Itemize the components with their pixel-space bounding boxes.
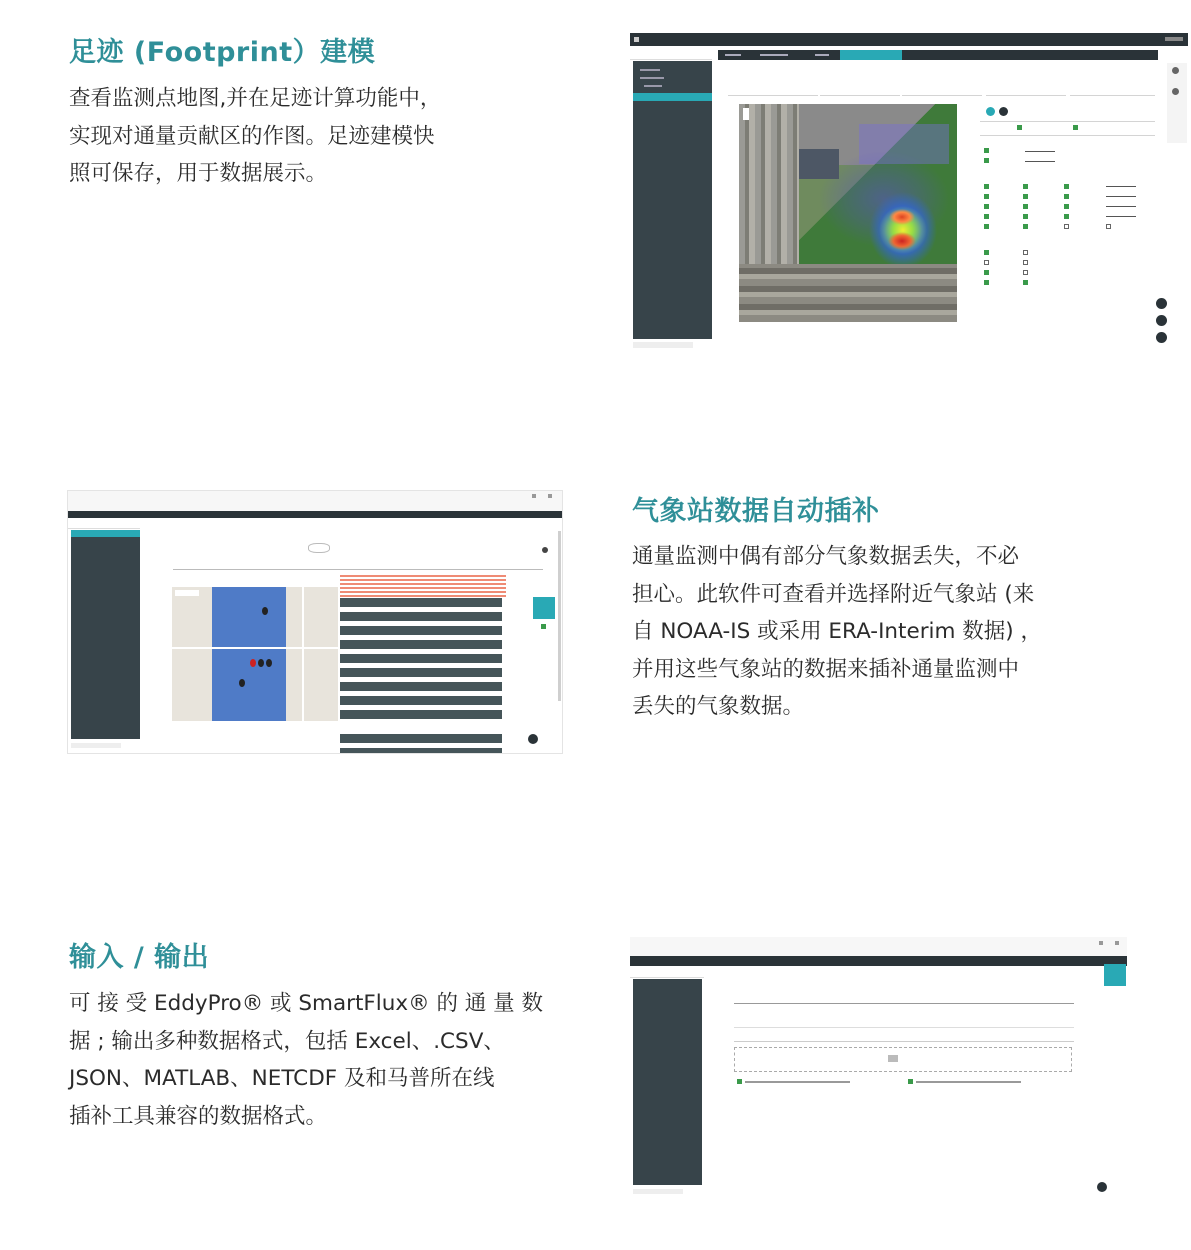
footprint-line-2: 实现对通量贡献区的作图。足迹建模快 xyxy=(69,123,435,149)
station-row[interactable] xyxy=(340,668,502,677)
request-outbook-footer[interactable] xyxy=(633,1189,683,1194)
gapfill-line-3: 自 NOAA-IS 或采用 ERA-Interim 数据) ， xyxy=(632,619,1043,644)
station-logo xyxy=(308,543,330,553)
gapfill-line-4: 并用这些气象站的数据来插补通量监测中 xyxy=(632,656,1020,682)
station-row[interactable] xyxy=(340,748,502,754)
save-button[interactable] xyxy=(533,597,555,619)
toolbar-icon[interactable] xyxy=(542,547,548,553)
sidebar xyxy=(633,979,702,1185)
footprint-line-3: 照可保存，用于数据展示。 xyxy=(69,161,328,186)
footprint-description xyxy=(69,80,441,193)
option-checkbox[interactable] xyxy=(1073,125,1078,130)
warning-text xyxy=(340,575,506,597)
gapfill-description xyxy=(632,538,1042,726)
user-menu-icon[interactable] xyxy=(1165,37,1183,41)
fab-button[interactable] xyxy=(1156,298,1167,309)
footprint-screenshot xyxy=(630,33,1188,351)
fab-button[interactable] xyxy=(1156,332,1167,343)
station-row[interactable] xyxy=(340,654,502,663)
sidebar xyxy=(633,61,712,339)
gapfill-line-1: 通量监测中偶有部分气象数据丢失，不必 xyxy=(632,544,1020,569)
gapfill-heading: 气象站数据自动插补 xyxy=(632,496,880,527)
fab-button[interactable] xyxy=(1156,315,1167,326)
gapfill-line-2: 担心。此软件可查看并选择附近气象站 (来 xyxy=(632,581,1035,607)
station-row[interactable] xyxy=(340,710,502,719)
zoom-control[interactable] xyxy=(743,108,749,120)
station-row[interactable] xyxy=(340,696,502,705)
station-row[interactable] xyxy=(340,612,502,621)
window-titlebar xyxy=(68,491,563,511)
io-screenshot xyxy=(630,937,1127,1203)
footprint-heading: 足迹 (Footprint）建模 xyxy=(69,37,376,68)
sidebar xyxy=(71,530,140,739)
app-logo-icon xyxy=(634,37,639,42)
footprint-line-1: 查看监测点地图,并在足迹计算功能中， xyxy=(69,86,442,111)
io-line-1: 可 接 受 EddyPro® 或 SmartFlux® 的 通 量 数 xyxy=(69,991,543,1016)
project-selector[interactable] xyxy=(68,520,140,529)
request-outbook-footer[interactable] xyxy=(71,743,121,748)
gapfill-line-5: 丢失的气象数据。 xyxy=(632,694,805,719)
map-pin-icon[interactable] xyxy=(239,679,245,687)
fab-button[interactable] xyxy=(1097,1182,1107,1192)
scrollbar[interactable] xyxy=(558,531,561,701)
io-description xyxy=(69,985,543,1135)
sidebar-selected-item[interactable] xyxy=(71,530,140,537)
stop-button[interactable] xyxy=(999,107,1008,116)
gear-icon[interactable] xyxy=(1172,88,1179,95)
option-checkbox[interactable] xyxy=(1017,125,1022,130)
station-row[interactable] xyxy=(340,734,502,743)
map-pin-icon[interactable] xyxy=(262,607,268,615)
option-checkbox[interactable] xyxy=(984,158,989,163)
close-icon[interactable] xyxy=(1115,941,1119,945)
station-map[interactable] xyxy=(172,587,338,721)
file-drop-zone[interactable] xyxy=(734,1047,1072,1072)
io-line-2: 据 ; 输出多种数据格式，包括 Excel、.CSV、 xyxy=(69,1028,505,1054)
io-line-3: JSON、MATLAB、NETCDF 及和马普所在线 xyxy=(69,1066,495,1091)
request-outbook-footer[interactable] xyxy=(633,342,693,348)
maximize-icon[interactable] xyxy=(532,494,536,498)
station-row[interactable] xyxy=(340,626,502,635)
window-titlebar xyxy=(630,937,1127,956)
fab-button[interactable] xyxy=(528,734,538,744)
map-type-control[interactable] xyxy=(175,590,199,596)
app-header-bar xyxy=(68,511,563,518)
app-header-bar xyxy=(630,956,1127,966)
station-row[interactable] xyxy=(340,598,502,607)
map-pin-icon[interactable] xyxy=(266,659,272,667)
io-line-4: 插补工具兼容的数据格式。 xyxy=(69,1103,328,1129)
station-row[interactable] xyxy=(340,682,502,691)
slider[interactable] xyxy=(1025,151,1055,152)
option-checkbox[interactable] xyxy=(984,148,989,153)
io-heading: 输入 / 输出 xyxy=(69,942,210,973)
import-button[interactable] xyxy=(1104,964,1126,986)
close-icon[interactable] xyxy=(548,494,552,498)
sidebar-selected-item[interactable] xyxy=(633,93,712,101)
upload-icon xyxy=(888,1055,898,1062)
slider[interactable] xyxy=(1025,161,1055,162)
gapfill-screenshot xyxy=(67,490,563,754)
station-row[interactable] xyxy=(340,640,502,649)
file-checkbox[interactable] xyxy=(908,1079,913,1084)
maximize-icon[interactable] xyxy=(1099,941,1103,945)
right-toolbar xyxy=(1167,63,1187,143)
tab-active[interactable] xyxy=(840,50,902,60)
file-checkbox[interactable] xyxy=(737,1079,742,1084)
map-pin-icon[interactable] xyxy=(250,659,256,667)
project-selector[interactable] xyxy=(630,968,704,978)
settings-icon[interactable] xyxy=(1172,67,1179,74)
footprint-map[interactable] xyxy=(739,104,957,322)
app-header-bar xyxy=(630,33,1188,46)
project-selector[interactable] xyxy=(630,48,712,60)
map-pin-icon[interactable] xyxy=(258,659,264,667)
run-button[interactable] xyxy=(986,107,995,116)
